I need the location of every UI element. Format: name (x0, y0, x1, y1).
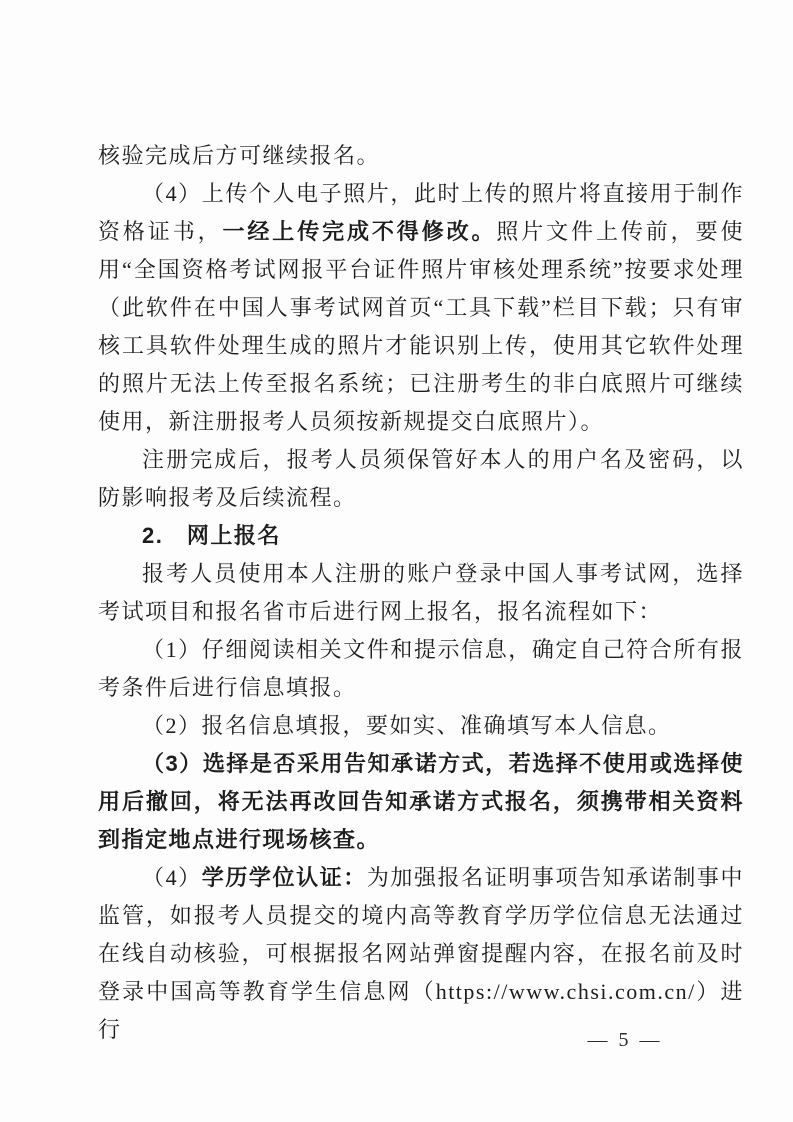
text-run: （2）报名信息填报，要如实、准确填写本人信息。 (142, 713, 672, 738)
heading-text: 2. 网上报名 (142, 523, 281, 548)
paragraph-step3-commitment-choice (98, 745, 744, 859)
heading-online-registration (98, 517, 744, 555)
paragraph-keep-credentials (98, 441, 744, 517)
text-run-emphasis: 学历学位认证： (201, 865, 367, 890)
paragraph-step2-fill-info (98, 707, 744, 745)
text-run: 报考人员使用本人注册的账户登录中国人事考试网，选择考试项目和报名省市后进行网上报名，报名流程如下： (98, 561, 744, 624)
text-run: （4） (142, 865, 202, 890)
document-body (98, 137, 744, 1049)
text-run: 为加强报名证明事项告知承诺制事中监管，如报考人员提交的境内高等教育学历学位信息无法通过在线自动核验，可根据报名网站弹窗提醒内容，在报名前及时登录中国高等教育学生信息网（https://www.chsi.com.cn/）进行 (98, 865, 744, 1042)
paragraph-step4-degree-verification (98, 859, 744, 1049)
text-run: 核验完成后方可继续报名。 (98, 143, 381, 168)
text-run: 注册完成后，报考人员须保管好本人的用户名及密码，以防影响报考及后续流程。 (98, 447, 744, 510)
page-number: — 5 — (587, 1029, 663, 1051)
paragraph-verification-continue (98, 137, 744, 175)
paragraph-photo-upload (98, 175, 744, 441)
paragraph-login-process (98, 555, 744, 631)
paragraph-step1-read-documents (98, 631, 744, 707)
text-run: （4）上传个人电子照片，此时上传的照片将直接用于制作资格证书， (98, 181, 744, 244)
text-run: 照片文件上传前，要使用“全国资格考试网报平台证件照片审核处理系统”按要求处理（此软件在中国人事考试网首页“工具下载”栏目下载；只有审核工具软件处理生成的照片才能识别上传，使用其它软件处理的照片无法上传至报名系统；已注册考生的非白底照片可继续使用，新注册报考人员须按新规提交白底照片）。 (98, 219, 744, 434)
text-run: （1）仔细阅读相关文件和提示信息，确定自己符合所有报考条件后进行信息填报。 (98, 637, 744, 700)
text-run-emphasis: 一经上传完成不得修改。 (222, 219, 497, 244)
text-run-emphasis: （3）选择是否采用告知承诺方式，若选择不使用或选择使用后撤回，将无法再改回告知承诺方式报名，须携带相关资料到指定地点进行现场核查。 (98, 751, 744, 852)
